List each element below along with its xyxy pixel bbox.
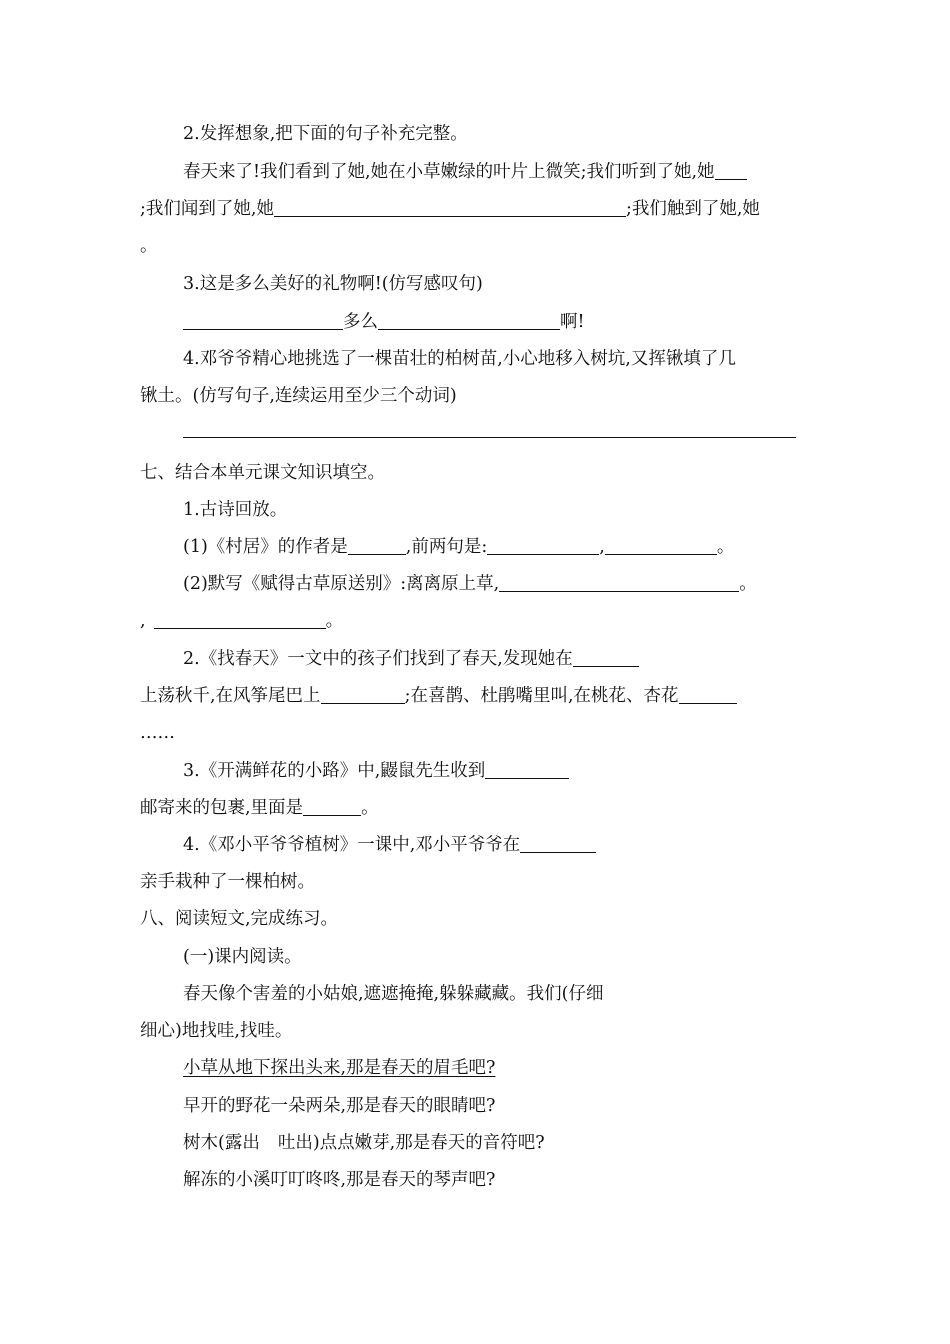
q7-2-line2 (140, 684, 737, 708)
q7-3-text: 邮寄来的包裹,里面是 (140, 798, 304, 818)
q7-1-b (183, 572, 757, 596)
passage-text: 树木(露出 (183, 1133, 260, 1153)
q7-2-text: 2.《找春天》一文中的孩子们找到了春天,发现她在 (183, 649, 573, 669)
q6-4-line2: 锹土。(仿写句子,连续运用至少三个动词) (140, 386, 457, 406)
passage-line: 春天像个害羞的小姑娘,遮遮掩掩,躲躲藏藏。我们(仔细 (183, 984, 604, 1004)
q6-2-text: ;我们触到了她,她 (625, 199, 760, 219)
q7-4-text: 4.《邓小平爷爷植树》一课中,邓小平爷爷在 (183, 835, 521, 855)
q6-2-line2 (140, 197, 760, 221)
q7-2-line3: …… (140, 723, 175, 743)
answer-blank[interactable] (183, 419, 796, 438)
q7-1-text: 。 (716, 537, 735, 557)
q7-1-text: (1)《村居》的作者是 (183, 537, 348, 557)
answer-blank[interactable] (499, 573, 739, 592)
q7-1-text: 。 (325, 611, 344, 631)
answer-blank[interactable] (321, 685, 405, 704)
q6-3-text: 啊! (560, 312, 585, 332)
q7-3-line1 (183, 759, 569, 783)
reading-subtitle: (一)课内阅读。 (183, 947, 302, 967)
q7-1-text: (2)默写《赋得古草原送别》:离离原上草, (183, 574, 500, 594)
answer-blank[interactable] (487, 536, 599, 555)
q6-2-line3: 。 (140, 236, 158, 256)
q6-4-line1: 4.邓爷爷精心地挑选了一棵苗壮的柏树苗,小心地移入树坑,又挥锹填了几 (183, 349, 736, 369)
q6-2-line1 (183, 160, 747, 184)
answer-blank[interactable] (274, 198, 626, 217)
q6-3-text: 多么 (343, 312, 378, 332)
passage-line: 解冻的小溪叮叮咚咚,那是春天的琴声吧? (183, 1170, 496, 1190)
section-7-heading: 七、结合本单元课文知识填空。 (140, 463, 385, 483)
passage-line: 细心)地找哇,找哇。 (140, 1021, 293, 1041)
answer-blank[interactable] (154, 610, 326, 629)
answer-blank[interactable] (520, 834, 596, 853)
q7-1-text: ,前两句是: (405, 537, 488, 557)
answer-blank[interactable] (378, 311, 560, 330)
answer-blank[interactable] (183, 311, 343, 330)
q6-4-answer-line (183, 418, 796, 442)
answer-blank[interactable] (303, 797, 361, 816)
q6-3-answer-line (183, 310, 585, 334)
q6-2-text: ;我们闻到了她,她 (140, 199, 274, 219)
q7-2-line1 (183, 647, 639, 671)
q7-1-title: 1.古诗回放。 (183, 500, 288, 520)
passage-line (183, 1131, 545, 1155)
answer-blank[interactable] (715, 161, 747, 180)
answer-blank[interactable] (573, 648, 639, 667)
passage-line: 早开的野花一朵两朵,那是春天的眼睛吧? (183, 1096, 496, 1116)
passage-text: 吐出)点点嫩芽,那是春天的音符吧? (277, 1133, 545, 1153)
answer-blank[interactable] (605, 536, 717, 555)
q6-2-title: 2.发挥想象,把下面的句子补充完整。 (183, 124, 468, 144)
answer-blank[interactable] (348, 536, 406, 555)
q7-1-text: , (140, 611, 146, 631)
q7-2-text: ;在喜鹊、杜鹃嘴里叫,在桃花、杏花 (404, 686, 679, 706)
answer-blank[interactable] (679, 685, 737, 704)
q7-1-a (183, 535, 734, 559)
q7-4-line2: 亲手栽种了一棵柏树。 (140, 872, 315, 892)
q7-1-c (140, 609, 343, 633)
q6-2-text: 春天来了!我们看到了她,她在小草嫩绿的叶片上微笑;我们听到了她,她 (183, 162, 715, 182)
section-8-heading: 八、阅读短文,完成练习。 (140, 909, 339, 929)
q7-4-line1 (183, 833, 596, 857)
q7-3-line2 (140, 796, 379, 820)
passage-underlined-sentence: 小草从地下探出头来,那是春天的眉毛吧? (183, 1058, 496, 1078)
q6-3-title: 3.这是多么美好的礼物啊!(仿写感叹句) (183, 274, 483, 294)
q7-2-text: 上荡秋千,在风筝尾巴上 (140, 686, 321, 706)
q7-3-text: 。 (361, 798, 379, 818)
q7-3-text: 3.《开满鲜花的小路》中,鼹鼠先生收到 (183, 761, 486, 781)
q7-1-text: , (599, 537, 605, 557)
answer-blank[interactable] (485, 760, 569, 779)
q7-1-text: 。 (739, 574, 757, 594)
